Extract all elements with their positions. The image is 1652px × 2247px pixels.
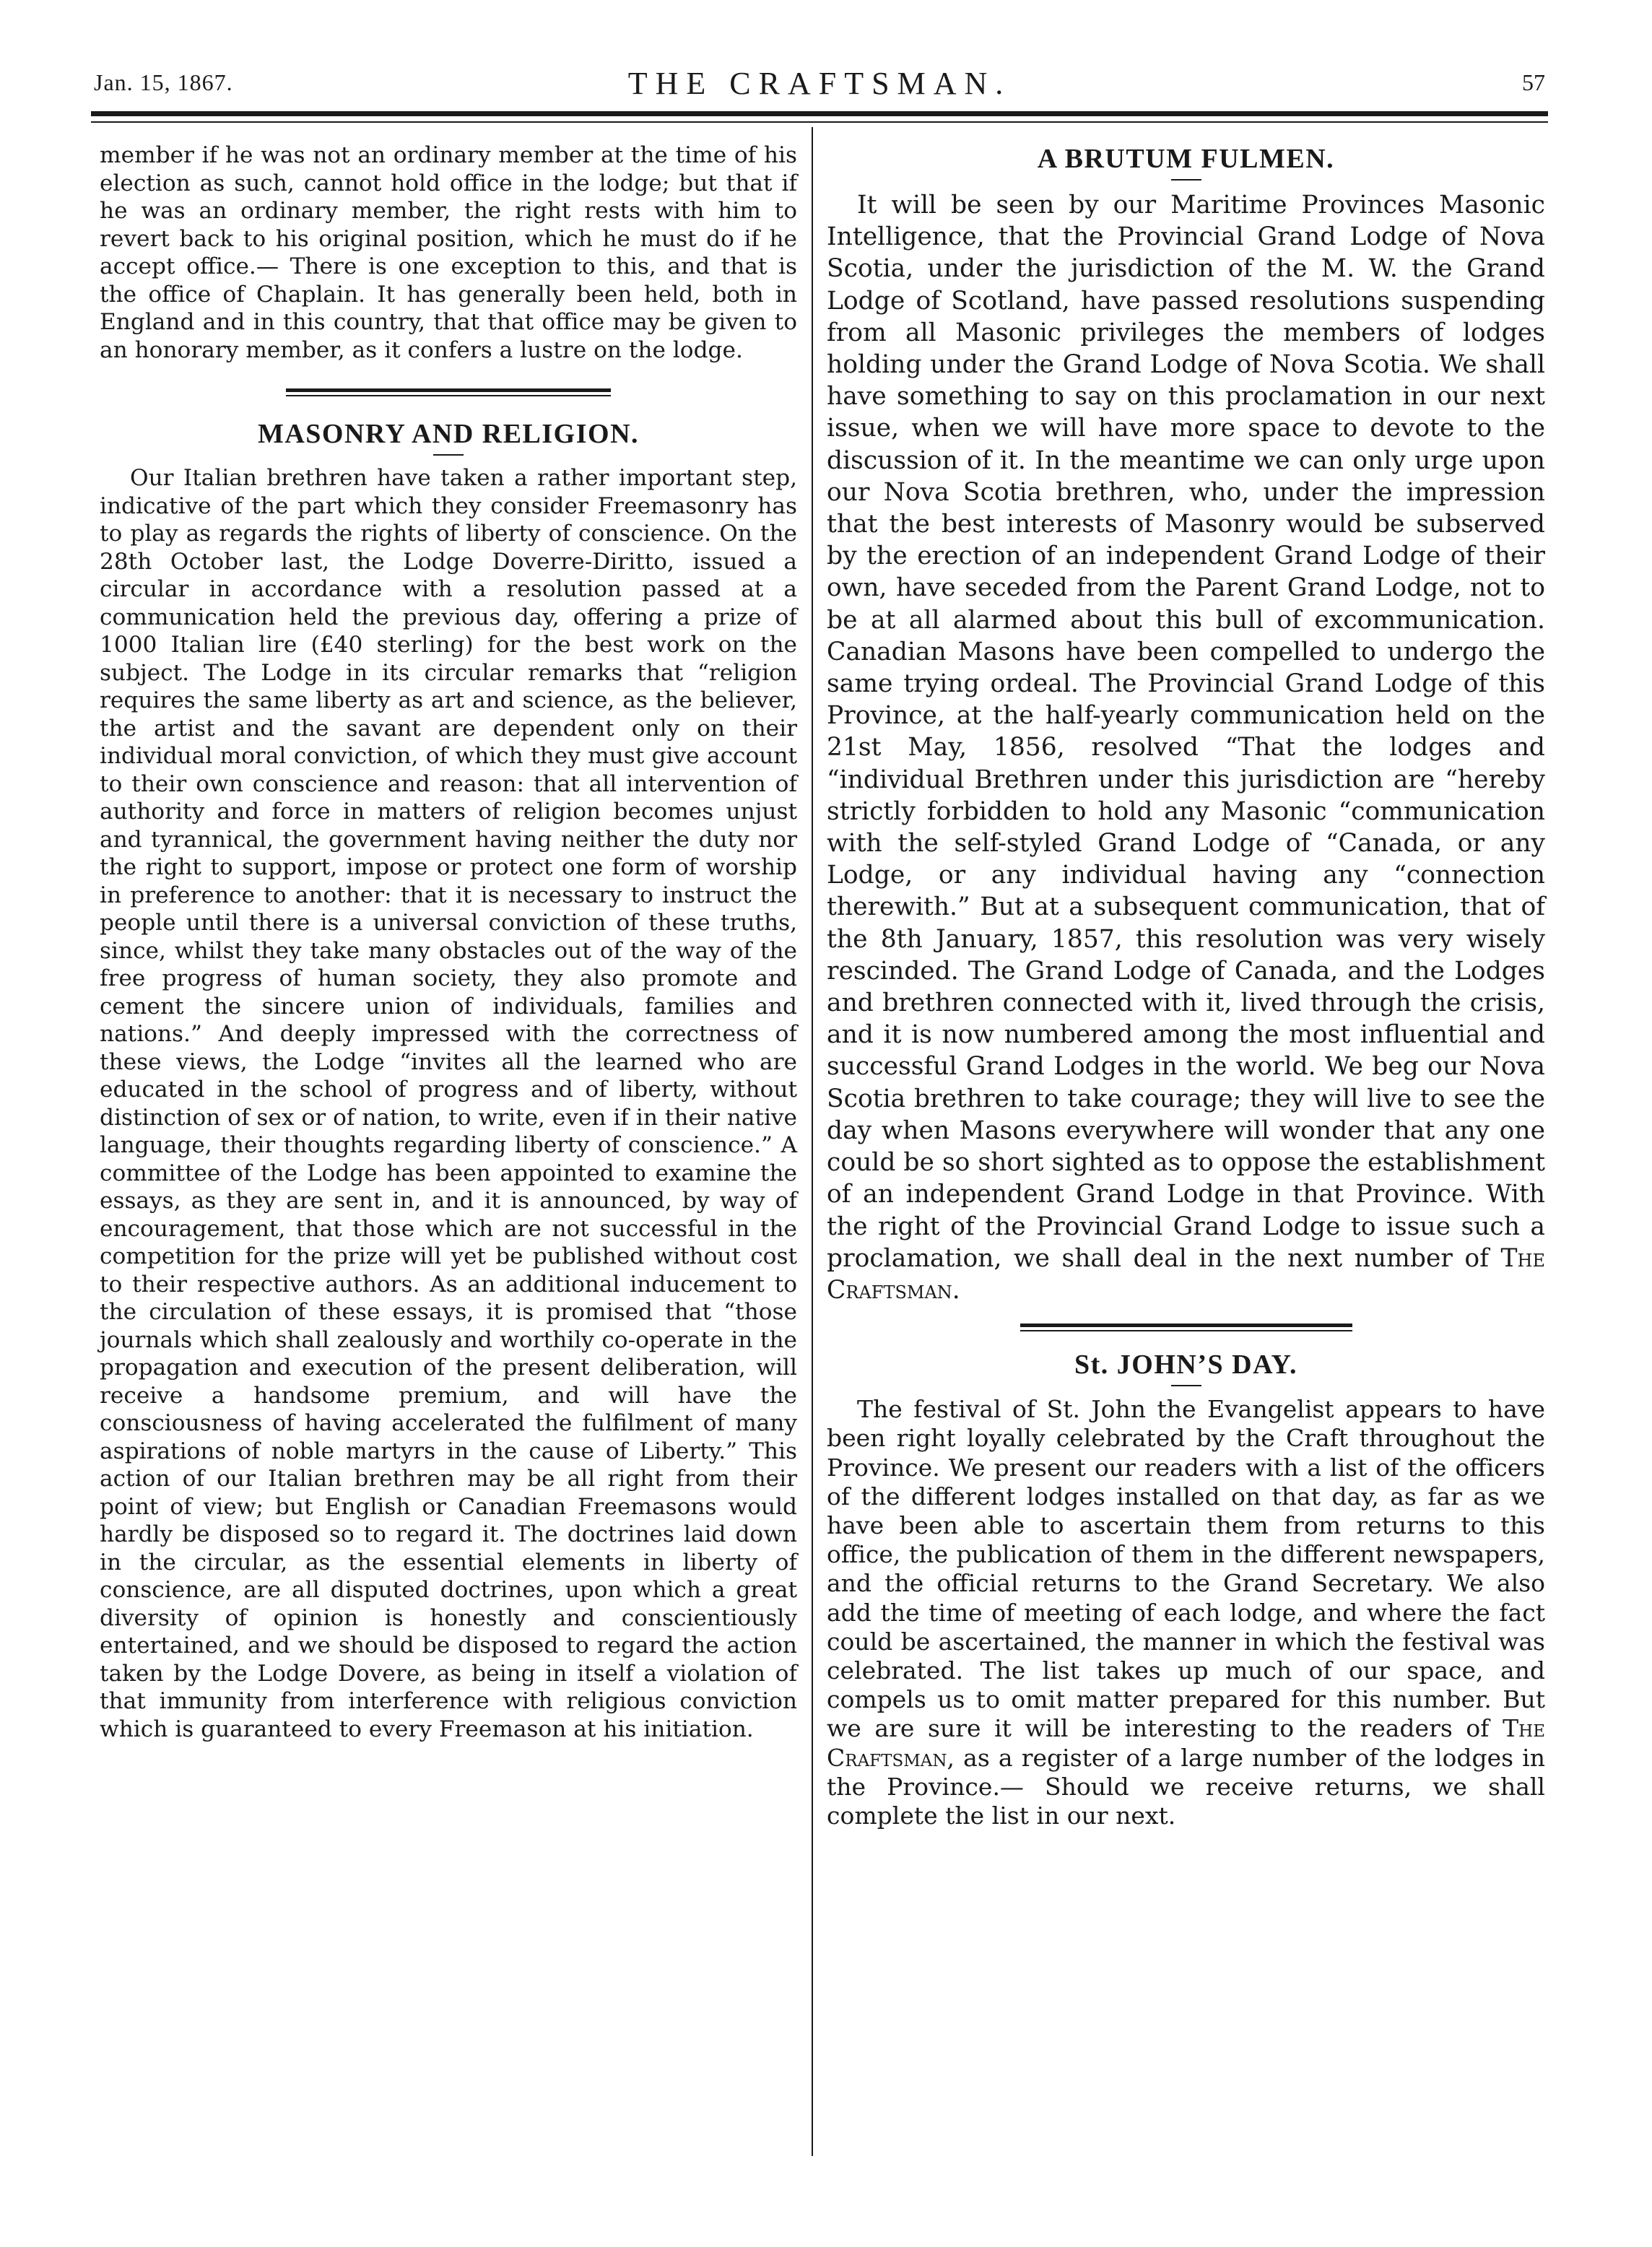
article-title: A BRUTUM FULMEN.: [1037, 144, 1335, 174]
article-st-johns-day: [827, 1347, 1545, 1830]
article-text: It will be seen by our Maritime Provinces Masonic Intelligence, that the Provincial Grand Lodge of Nova Scotia, under the jurisdiction of the M. W. the Grand Lodge of Scotland, have passed resolutions suspending from all Masonic privileges the members of lodges holding under the Grand Lodge of Nova Scotia. We shall have something to say on this proclamation in our next issue, when we will have more space to devote to the discussion of it. In the meantime we can only urge upon our Nova Scotia brethren, who, under the impression that the best interests of Masonry would be subserved by the erection of an independent Grand Lodge of their own, have seceded from the Parent Grand Lodge, not to be at all alarmed about this bull of excommunication. Canadian Masons have been compelled to undergo the same trying ordeal. The Provincial Grand Lodge of this Province, at the half-yearly communication held on the 21st May, 1856, resolved “That the lodges and “individual Brethren under this jurisdiction are “hereby strictly forbidden to hold any Masonic “communication with the self-styled Grand Lodge of “Canada, or any Lodge, or any individual having any “connection therewith.” But at a subsequent communication, that of the 8th January, 1857, this resolution was very wisely rescinded. The Grand Lodge of Canada, and the Lodges and brethren connected with it, lived through the crisis, and it is now numbered among the most influential and successful Grand Lodges in the world. We beg our Nova Scotia brethren to take courage; they will live to see the day when Masons everywhere will wonder that any one could be so short sighted as to oppose the establishment of an independent Grand Lodge in that Province. With the right of the Provincial Grand Lodge to issue such a proclamation, we shall deal in the next number of: [827, 191, 1545, 1273]
title-dash: [1171, 179, 1201, 181]
issue-date: Jan. 15, 1867.: [94, 69, 233, 95]
header-rule: [91, 111, 1548, 116]
column-divider: [812, 127, 813, 2156]
header-rule-thin: [91, 121, 1548, 123]
page-number: 57: [1522, 69, 1545, 95]
title-dash: [1171, 1385, 1201, 1386]
article-brutum-fulmen: [827, 142, 1545, 1306]
journal-name-smallcaps: The Craftsman,: [827, 1714, 1545, 1772]
running-head: [94, 65, 1545, 104]
journal-name-smallcaps: The Craftsman.: [827, 1243, 1546, 1305]
article-body: Our Italian brethren have taken a rather important step, indicative of the part which they consider Freemasonry has to play as regards the rights of liberty of conscience. On the 28th October last, the Lodge Doverre-Diritto, issued a circular in accordance with a resolution passed at a communication held the previous day, offering a prize of 1000 Italian lire (£40 sterling) for the best work on the subject. The Lodge in its circular remarks that “religion requires the same liberty as art and science, as the believer, the artist and the savant are dependent only on their individual moral conviction, of which they must give account to their own conscience and reason: that all intervention of authority and force in matters of religion becomes unjust and tyrannical, the government having neither the duty nor the right to support, impose or protect one form of worship in preference to another: that it is necessary to instruct the people until there is a universal conviction of these truths, since, whilst they take many obstacles out of the way of the free progress of human society, they also promote and cement the sincere union of individuals, families and nations.” And deeply impressed with the correctness of these views, the Lodge “invites all the learned who are educated in the school of progress and of liberty, without distinction of sex or of nation, to write, even if in their native language, their thoughts regarding liberty of conscience.” A committee of the Lodge has been appointed to examine the essays, as they are sent in, and it is announced, by way of encouragement, that those which are not successful in the competition for the prize will yet be published without cost to their respective authors. As an additional inducement to the circulation of these essays, it is promised that “those journals which shall zealously and worthily co-operate in the propagation and execution of the present deliberation, will receive a handsome premium, and will have the consciousness of having accelerated the fulfilment of many aspirations of noble martyrs in the cause of Liberty.” This action of our Italian brethren may be all right from their point of view; but English or Canadian Freemasons would hardly be disposed so to regard it. The doctrines laid down in the circular, as the essential elements in liberty of conscience, are all disputed doctrines, upon which a great diversity of opinion is honestly and conscientiously entertained, and we should be disposed to regard the action taken by the Lodge Dovere, as being in itself a violation of that immunity from interference with religious conviction which is guaranteed to every Freemason at his initiation.: [100, 465, 797, 1742]
article-title: St. JOHN’S DAY.: [1074, 1349, 1297, 1381]
section-separator: [1020, 1324, 1352, 1331]
section-separator: [286, 388, 611, 396]
article-text: as a register of a large number of the lodges in the Province.— Should we receive returns, we shall complete the list in our next.: [827, 1743, 1545, 1830]
left-column: [100, 142, 797, 1743]
article-text: The festival of St. John the Evangelist appears to have been right loyally celebrated by the Craft throughout the Province. We present our readers with a list of the officers of the different lodges installed on that day, as far as we have been able to ascertain them from returns to this office, the publication of them in the different newspapers, and the official returns to the Grand Secretary. We also add the time of meeting of each lodge, and where the fact could be ascertained, the manner in which the festival was celebrated. The list takes up much of our space, and compels us to omit matter prepared for this number. But we are sure it will be interesting to the readers of: [827, 1395, 1545, 1743]
journal-title: THE CRAFTSMAN.: [627, 66, 1012, 101]
right-column: [827, 142, 1545, 1830]
title-dash: [433, 454, 464, 456]
article-masonry-and-religion: [100, 417, 797, 1743]
article-body: [827, 189, 1545, 1306]
article-title: MASONRY AND RELIGION.: [257, 419, 640, 449]
article-body: [827, 1395, 1545, 1830]
continued-text: member if he was not an ordinary member at the time of his election as such, cannot hold office in the lodge; but that if he was an ordinary member, the right rests with him to revert back to his original position, which he must do if he accept office.— There is one exception to this, and that is the office of Chaplain. It has generally been held, both in England and in this country, that that office may be given to an honorary member, as it confers a lustre on the lodge.: [100, 142, 797, 363]
